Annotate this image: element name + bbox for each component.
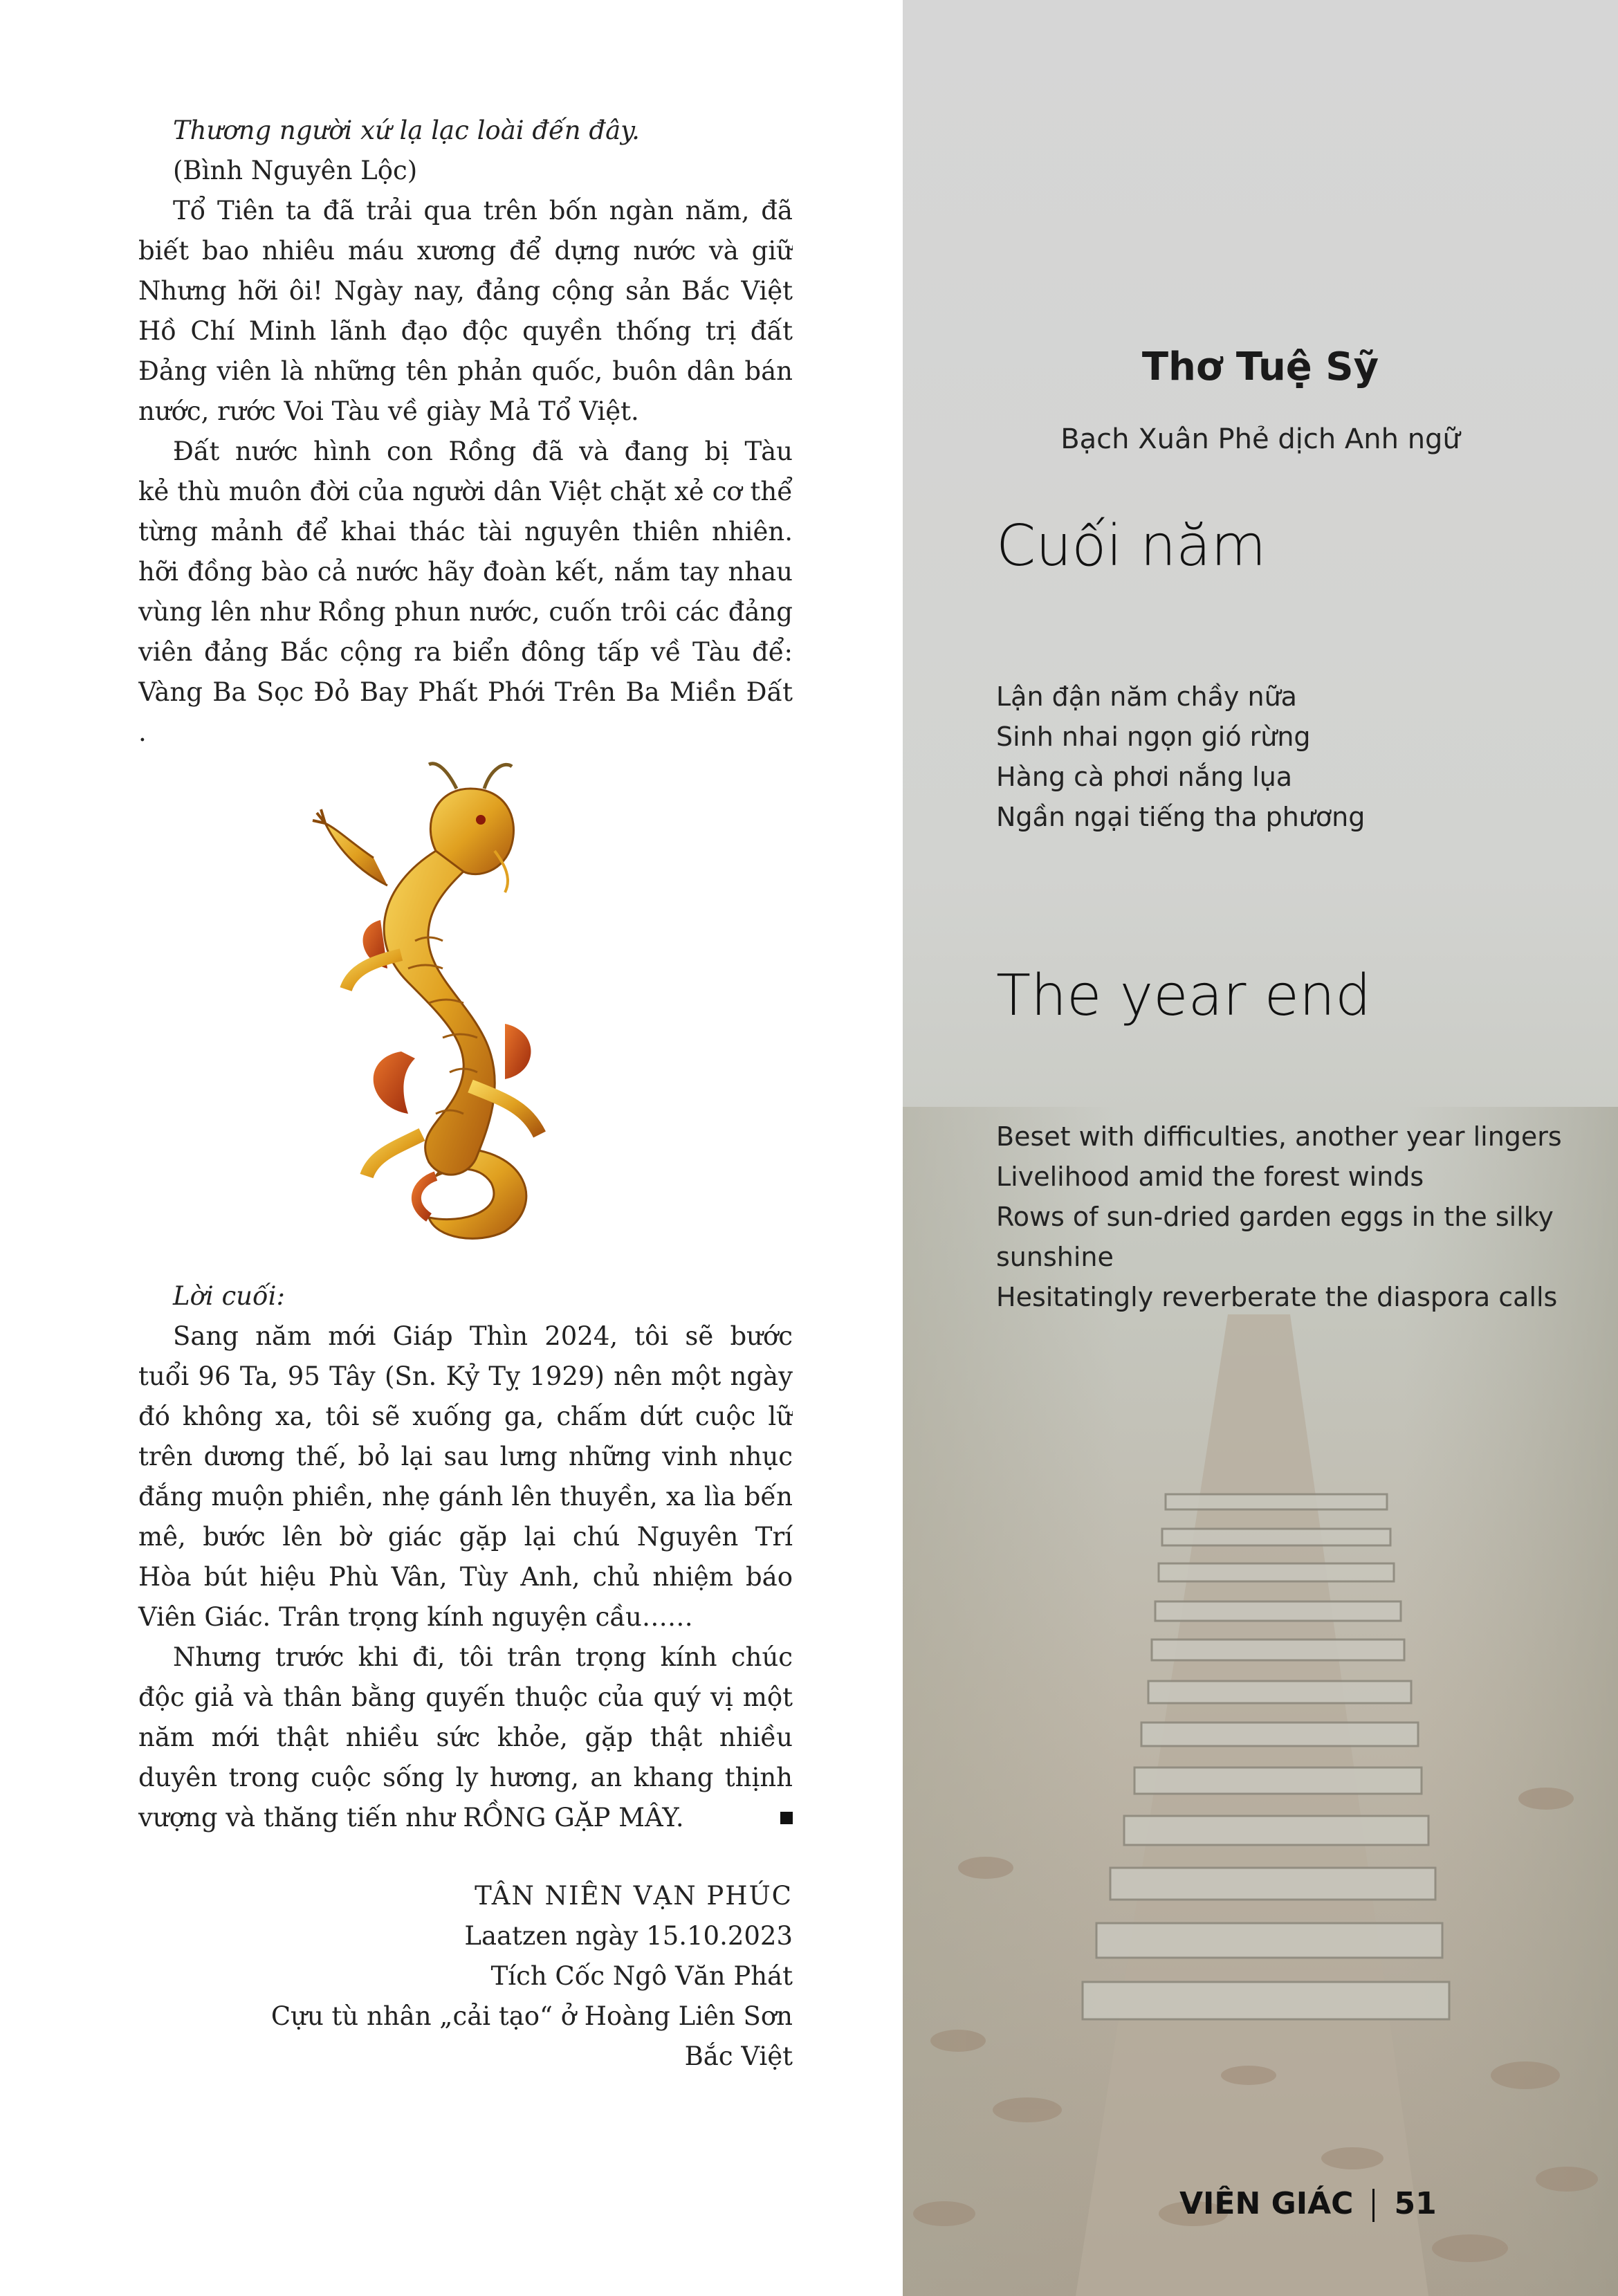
text-line: vùng lên như Rồng phun nước, cuốn trôi các đảng (138, 597, 793, 627)
text-line: đó không xa, tôi sẽ xuống ga, chấm dứt cuộc lữ (138, 1402, 793, 1431)
text-line: hỡi đồng bào cả nước hãy đoàn kết, nắm tay nhau (138, 557, 793, 587)
page-number: 51 (1394, 2186, 1437, 2221)
text-line: Nhưng trước khi đi, tôi trân trọng kính chúc (173, 1642, 793, 1672)
text-line: năm mới thật nhiều sức khỏe, gặp thật nhiều (138, 1723, 793, 1752)
footer-divider (1372, 2189, 1375, 2222)
magazine-name: VIÊN GIÁC (1179, 2186, 1354, 2221)
paragraph-3 (138, 1316, 793, 1637)
page-footer (1179, 2186, 1594, 2222)
quote-line: Thương người xứ lạ lạc loài đến đây. (173, 116, 640, 145)
verse-line: Rows of sun-dried garden eggs in the silky (996, 1202, 1554, 1232)
poem-panel (903, 0, 1618, 2296)
verse-line: Lận đận năm chầy nữa (996, 681, 1297, 712)
text-line: Đất nước hình con Rồng đã và đang bị Tàu (173, 437, 793, 466)
text-line: duyên trong cuộc sống ly hương, an khang thịnh (138, 1763, 793, 1792)
signature-author: Tích Cốc Ngô Văn Phát (490, 1961, 793, 1991)
paragraph-2 (138, 432, 793, 753)
verse-line: sunshine (996, 1242, 1114, 1272)
text-line: vượng và thăng tiến như RỒNG GẶP MÂY. (138, 1803, 684, 1833)
verse-line: Hàng cà phơi nắng lụa (996, 762, 1293, 792)
text-line: kẻ thù muôn đời của người dân Việt chặt xẻ cơ thể (138, 477, 793, 506)
text-line: Viên Giác. Trân trọng kính nguyện cầu…… (138, 1602, 693, 1632)
text-line: Tổ Tiên ta đã trải qua trên bốn ngàn năm, đã (173, 196, 793, 226)
text-line: Nhưng hỡi ôi! Ngày nay, đảng cộng sản Bắc Việt (138, 276, 793, 306)
text-line: Vàng Ba Sọc Đỏ Bay Phất Phới Trên Ba Miền Đất (138, 677, 793, 707)
signature-note: Cựu tù nhân „cải tạo“ ở Hoàng Liên Sơn (270, 2001, 793, 2031)
text-line: viên đảng Bắc cộng ra biển đông tấp về Tàu để: (138, 637, 793, 667)
closing-label: Lời cuối: (173, 1281, 285, 1311)
text-line: mê, bước lên bờ giác gặp lại chú Nguyên Trí (138, 1522, 793, 1552)
paragraph-4 (138, 1637, 793, 1838)
closing-section (138, 1276, 793, 1838)
text-line: Sang năm mới Giáp Thìn 2024, tôi sẽ bước (173, 1321, 793, 1351)
text-line: từng mảnh để khai thác tài nguyên thiên nhiên. (138, 517, 793, 547)
verse-line: Livelihood amid the forest winds (996, 1161, 1424, 1192)
signature-place-date: Laatzen ngày 15.10.2023 (464, 1921, 793, 1951)
text-line: đắng muộn phiền, nhẹ gánh lên thuyền, xa lìa bến (138, 1482, 793, 1512)
signature-greeting: TÂN NIÊN VẠN PHÚC (475, 1881, 793, 1911)
poem-en-verse (996, 1117, 1562, 1317)
text-line: biết bao nhiêu máu xương để dựng nước và giữ (138, 236, 793, 266)
verse-line: Hesitatingly reverberate the diaspora calls (996, 1282, 1558, 1312)
poem-translator: Bạch Xuân Phẻ dịch Anh ngữ (1060, 423, 1460, 455)
text-line: trên dương thế, bỏ lại sau lưng những vinh nhục (138, 1442, 793, 1471)
text-line: tuổi 96 Ta, 95 Tây (Sn. Kỷ Tỵ 1929) nên một ngày (138, 1361, 793, 1391)
poem-author: Thơ Tuệ Sỹ (1141, 345, 1379, 389)
dragon-illustration (297, 761, 595, 1245)
poem-en-title: The year end (996, 963, 1372, 1029)
text-line: Hòa bút hiệu Phù Vân, Tùy Anh, chủ nhiệm báo (138, 1562, 793, 1592)
text-line: . (138, 717, 147, 747)
verse-line: Beset with difficulties, another year lingers (996, 1121, 1562, 1152)
text-line: Đảng viên là những tên phản quốc, buôn dân bán (138, 356, 793, 386)
text-line: Hồ Chí Minh lãnh đạo độc quyền thống trị đất (138, 316, 793, 346)
text-line: nước, rước Voi Tàu về giày Mả Tổ Việt. (138, 396, 639, 426)
end-of-article-square-icon (780, 1812, 793, 1824)
verse-line: Sinh nhai ngọn gió rừng (996, 722, 1311, 752)
signature-note-2: Bắc Việt (684, 2041, 793, 2071)
paragraph-1 (138, 191, 793, 432)
verse-line: Ngần ngại tiếng tha phương (996, 802, 1366, 832)
text-line: độc giả và thân bằng quyến thuộc của quý vị một (138, 1682, 793, 1712)
signature-block (138, 1876, 793, 2077)
poem-vi-title: Cuối năm (996, 513, 1267, 579)
article-column (138, 111, 793, 753)
poem-vi-verse (996, 677, 1365, 837)
text-line-last (138, 1798, 793, 1838)
quote-author: (Bình Nguyên Lộc) (173, 156, 418, 185)
